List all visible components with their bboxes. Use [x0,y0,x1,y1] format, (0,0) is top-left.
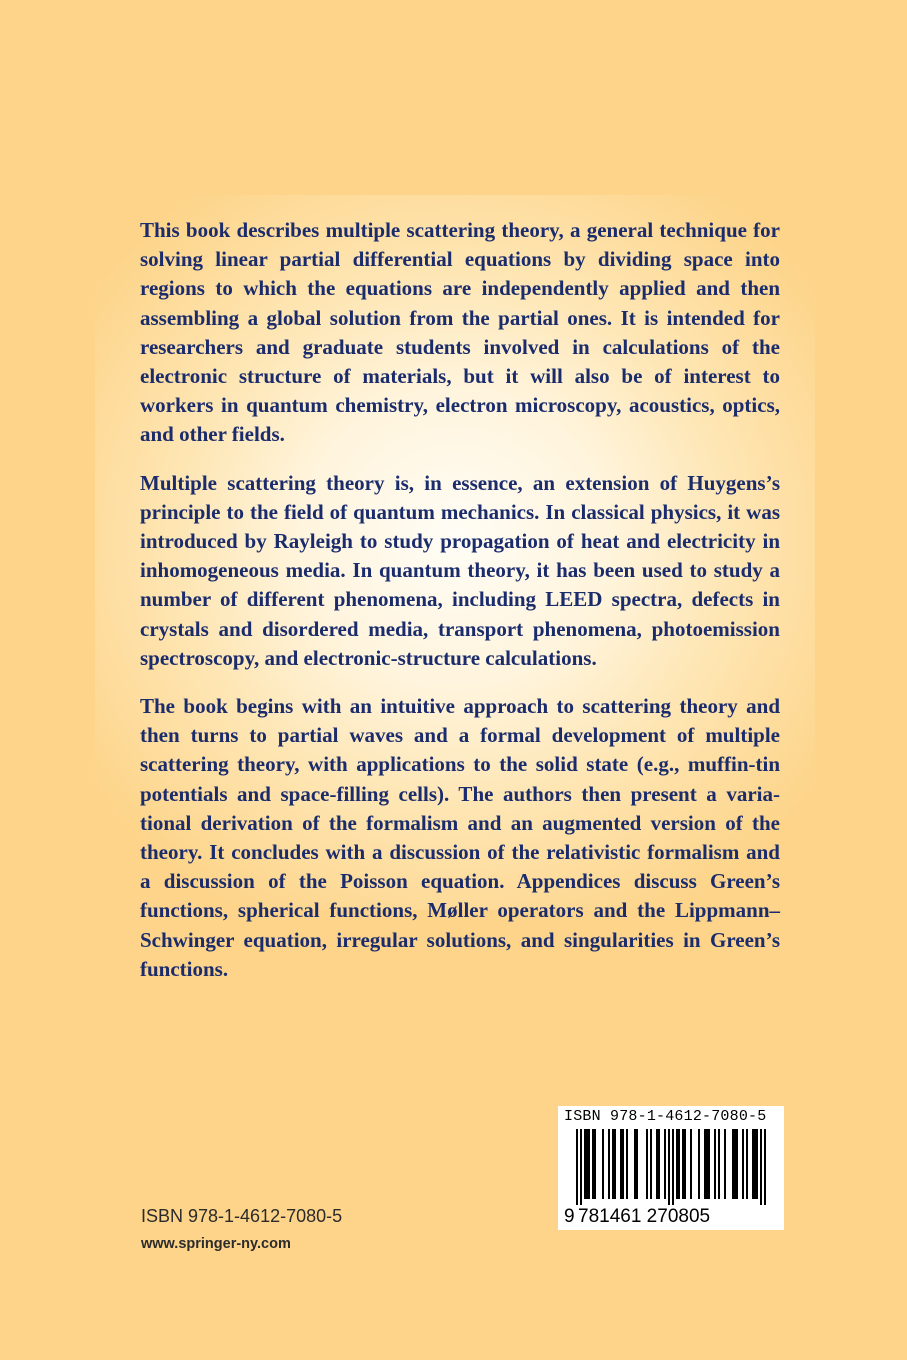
barcode-bar [724,1129,726,1199]
barcode-bar [646,1129,648,1199]
isbn-barcode [558,1106,784,1230]
barcode-bar [650,1129,652,1199]
barcode-bar [752,1129,754,1199]
barcode-bar [760,1129,762,1205]
barcode-bar [656,1129,658,1199]
barcode-bar [690,1129,692,1199]
barcode-bar [580,1129,582,1205]
barcode-bar [734,1129,736,1199]
barcode-bar [754,1129,756,1199]
blurb-paragraph-1: This book describes multiple scattering theory, a general technique for solving linear partial differential equations by dividing space into regions to which the equations are independently applied and then assembling a global solution from the partial ones. It is intended for researchers and graduate students involved in calculations of the electronic structure of materials, but it will also be of interest to workers in quantum chemistry, electron microscopy, acoustics, optics, and other fields. [140,218,780,447]
barcode-bar [708,1129,710,1199]
barcode-bar [594,1129,596,1199]
barcode-bar [682,1129,684,1199]
barcode-bar [658,1129,660,1199]
barcode-bar [588,1129,590,1199]
barcode-bars [564,1129,778,1205]
barcode-bar [620,1129,622,1199]
barcode-bar [698,1129,700,1199]
barcode-bar [706,1129,708,1199]
publisher-imprint [141,1205,342,1253]
barcode-bar [718,1129,720,1199]
barcode-bar [668,1129,670,1205]
barcode-bar [664,1129,666,1199]
barcode-isbn-label: ISBN 978-1-4612-7080-5 [564,1108,767,1125]
publisher-website: www.springer-ny.com [141,1236,291,1252]
barcode-bar [672,1129,674,1205]
barcode-bar [614,1129,616,1199]
barcode-bar [746,1129,748,1199]
blurb-paragraph-3: The book begins with an intuitive approach to scattering theory and then turns to partial waves and a formal development of multiple scattering theory, with applications to the solid state (e.g., muffin-tin potentials and space-filling cells). The authors then present a variational derivation of the formalism and an augmented version of the theory. It concludes with a discussion of the relativistic formalism and a discussion of the Poisson equation. Appendices discuss Green’s functions, spherical functions, Møller operators and the Lippmann–Schwinger equation, irregular solutions, and singularities in Green’s functions. [140,694,780,981]
barcode-bar [592,1129,594,1199]
barcode-bar [584,1129,586,1199]
barcode-lead-digit: 9 [564,1206,575,1227]
blurb-paragraph-2: Multiple scattering theory is, in essence, an extension of Huygens’s principle to the field of quantum mechanics. In classical physics, it was introduced by Rayleigh to study propagation of heat and electricity in inhomogeneous media. In quantum theory, it has been used to study a number of different phenomena, including LEED spectra, defects in crystals and disordered media, transport phenomena, photoemission spectroscopy, and electronic-structure calculations. [140,470,780,670]
barcode-bar [756,1129,758,1199]
barcode-bar [622,1129,624,1199]
barcode-main-digits: 781461 270805 [578,1206,711,1227]
barcode-bar [626,1129,628,1199]
barcode-bar [764,1129,766,1205]
barcode-bar [676,1129,678,1199]
barcode-bar [732,1129,734,1199]
barcode-bar [736,1129,738,1199]
barcode-bar [612,1129,614,1199]
barcode-bar [602,1129,604,1199]
barcode-bar [678,1129,680,1199]
barcode-bar [714,1129,716,1199]
blurb-text [140,216,780,1003]
barcode-bar [608,1129,610,1199]
barcode-bar [684,1129,686,1199]
barcode-bar [586,1129,588,1199]
barcode-bar [742,1129,744,1199]
barcode-bar [634,1129,636,1199]
barcode-bar [636,1129,638,1199]
isbn-text: ISBN 978-1-4612-7080-5 [141,1206,343,1226]
barcode-digits [564,1206,710,1228]
barcode-bar [576,1129,578,1205]
barcode-bar [704,1129,706,1199]
